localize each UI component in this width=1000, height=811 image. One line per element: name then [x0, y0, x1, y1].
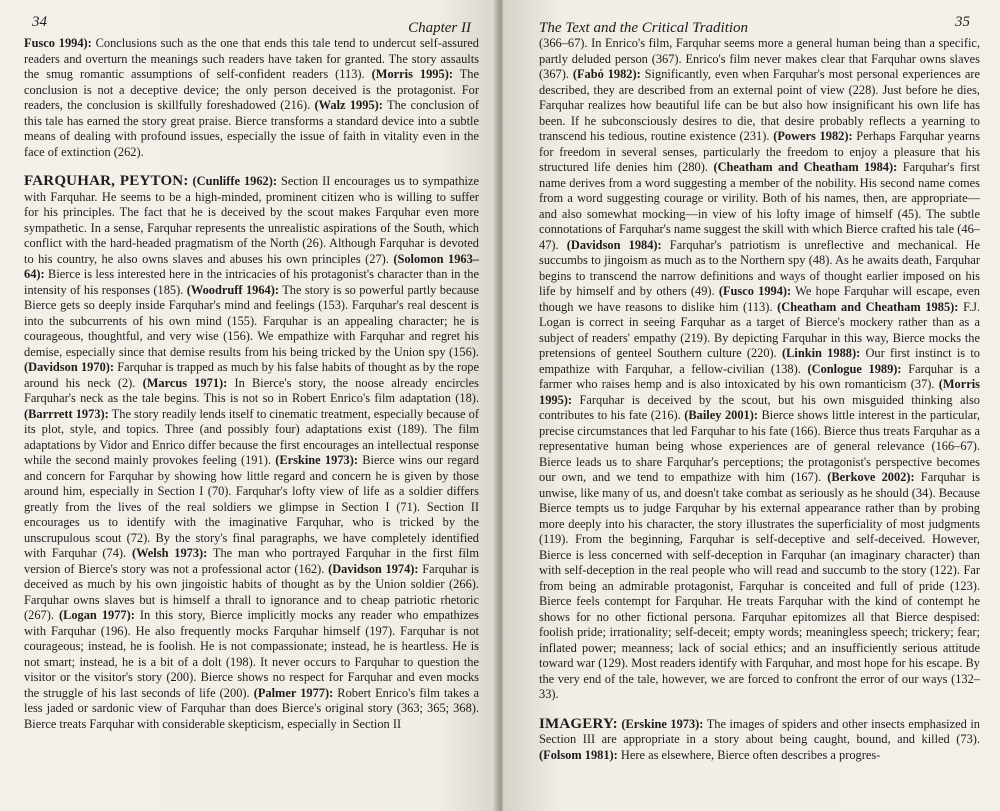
citation: (Barrrett 1973):: [24, 406, 109, 421]
body-text: (366–67). In Enrico's film, Farquhar seems more a general human being than a specific, partly deluded person (367). Enrico's film never makes clear that Farquhar owns slaves (367).: [539, 36, 980, 81]
citation: (Fusco 1994):: [718, 284, 792, 298]
body-text: Farquhar is a farmer who raises hemp and is also intoxicated by his own romanticism (37).: [539, 361, 980, 391]
right-page: [503, 0, 1000, 811]
body-text: Bierce is less interested here in the intricacies of his protagonist's character than in the intensity of his responses (185).: [24, 267, 479, 297]
body-text: Farquhar's first name derives from a word suggesting a member of the nobility. His second name comes from a word suggesting courage or virility. Both of his names, then, are appropriate—and also somewhat mocking—in view of his lofty image of himself (45). The subtle connotations of Farquhar's name suggest the skill with which Bierce crafted his tale (46–47).: [539, 160, 980, 252]
left-page: [0, 0, 497, 811]
body-text: F.J. Logan is correct in seeing Farquhar as a target of Bierce's mockery rather than as a subject of readers' empathy (219). By depicting Farquhar in this way, Bierce mocks the pretensions of genteel Southern culture (220).: [539, 299, 980, 360]
citation: (Welsh 1973):: [131, 546, 208, 560]
entry-heading: FARQUHAR, PEYTON:: [24, 173, 189, 189]
left-body: [24, 36, 479, 732]
citation: (Berkove 2002):: [827, 470, 915, 484]
body-text: Farquhar is deceived by the scout, but his own misguided thinking also contributes to his fate (216).: [539, 392, 980, 422]
body-text: In this story, Bierce implicitly mocks any reader who empathizes with Farquhar (196). He also frequently mocks Farquhar himself (197). Farquhar is not courageous; instead, he is foolish. He is not compassionate; instead, he is heartless. He is not smart; instead, he is a bit of a dolt (198). It never occurs to Farquhar to question the visitor or the visitor's story (200). Bierce shows no respect for Farquhar and even mocks the struggle of his last seconds of life (200).: [24, 608, 479, 700]
body-text: Farquhar is trapped as much by his false habits of thought as by the rope around his neck (2).: [24, 360, 479, 390]
body-text: The story is so powerful partly because Bierce gets so deeply inside Farquhar's mind and feelings (153). Farquhar's real descent is into the subcurrents of his own mind (155). Farquhar is an appealing character; he is courageous, thoughtful, and very wise (156). We empathize with Farquhar and regret his demise, especially since that demise results from his being tricked by the Union spy (156).: [24, 282, 479, 359]
citation: (Folsom 1981):: [539, 747, 618, 762]
body-text: The conclusion is not a deceptive device; the only person deceived is the protagonist. For readers, the conclusion is skillfully foreshadowed (216).: [24, 67, 479, 112]
body-text: Bierce wins our regard and concern for Farquhar by showing how little regard and concern he is given by those around him, especially in Section I (70). Farquhar's lofty view of life as a soldier differs greatly from the lives of the real soldiers we glimpse in Section I (71). Section II encourages us to identify with the imaginative Farquhar, who is tricked by the unscrupulous scout (72). By the story's final paragraphs, we have completely identified with Farquhar (74).: [24, 453, 479, 560]
citation: Fusco 1994):: [24, 36, 92, 50]
body-text: Perhaps Farquhar yearns for freedom in several senses, particularly the freedom to enjoy a pleasure that his structured life denies him (280).: [539, 129, 981, 174]
citation: (Linkin 1988):: [782, 346, 861, 360]
citation: (Cheatham and Cheatham 1984):: [713, 160, 898, 174]
body-text: Here as elsewhere, Bierce often describes a progres-: [617, 747, 881, 762]
body-text: Our first instinct is to empathize with Farquhar, a fellow-civilian (138).: [539, 346, 980, 376]
citation: (Morris 1995):: [539, 377, 980, 407]
entry-paragraph: [24, 174, 479, 732]
citation: (Powers 1982):: [773, 129, 853, 143]
body-text: We hope Farquhar will escape, even though we have reasons to dislike him (113).: [539, 284, 981, 314]
body-text: Bierce shows little interest in the particular, precise circumstances that led Farquhar to his fate (166). Bierce thus treats Farquhar as a representative human being whose experiences are of general relevance (166–67). Bierce leads us to share Farquhar's perceptions; the protagonist's perspective becomes our own, and we tend to empathize with him (167).: [539, 408, 980, 484]
body-text: Significantly, even when Farquhar's most personal experiences are described, they are described from an external point of view (228). Just before he dies, Farquhar realizes how beautiful life can be but also how insignificant his own life has been. If he subconsciously desires to die, that desire probably reflects a yearning to transcend his tedious, routine existence (231).: [539, 67, 980, 143]
citation: (Logan 1977):: [58, 608, 135, 622]
citation: (Walz 1995):: [314, 98, 383, 112]
continuation-paragraph: [24, 36, 479, 160]
citation: (Conlogue 1989):: [807, 361, 902, 376]
body-text: The story readily lends itself to cinematic treatment, especially because of its plot, style, and topics. Three (and possibly four) adaptations exist (189). The film adaptations by Vidor and Enrico differ because the first encourages an intellectual response while the second mainly provokes feeling (191).: [24, 406, 480, 467]
body-text: The man who portrayed Farquhar in the first film version of Bierce's story was not a professional actor (162).: [24, 546, 479, 576]
entry-paragraph: [539, 717, 980, 764]
right-running-head: [539, 14, 980, 36]
citation: (Woodruff 1964):: [186, 282, 279, 297]
left-page-number: 34: [32, 14, 47, 30]
body-text: The images of spiders and other insects emphasized in Section III are appropriate in a story about being caught, bound, and killed (73).: [539, 716, 980, 746]
citation: (Erskine 1973):: [617, 716, 704, 731]
right-body: [539, 36, 980, 763]
section-title: The Text and the Critical Tradition: [539, 20, 749, 36]
body-text: Conclusions such as the one that ends this tale tend to undercut self-assured readers and overturn the meanings such readers have taken for granted. The story assaults the smug romantic assumptions of self-confident readers (113).: [24, 36, 479, 81]
body-text: Farquhar's patriotism is unreflective and mechanical. He succumbs to jingoism as much as to the Northern spy (48). As he awaits death, Farquhar begins to transcend the narrow definitions and ways of thought earlier imposed on his life by himself and by others (49).: [539, 237, 980, 298]
entry-heading: IMAGERY:: [539, 715, 618, 732]
citation: (Cunliffe 1962):: [188, 174, 277, 188]
citation: (Davidson 1970):: [24, 360, 115, 374]
citation: (Morris 1995):: [371, 67, 453, 81]
left-running-head: [24, 14, 479, 36]
right-page-number: 35: [955, 14, 970, 30]
citation: (Solomon 1963–64):: [24, 251, 479, 281]
body-text: Farquhar is deceived as much by his own jingoistic habits of thought as by the Union soldier (266). Farquhar owns slaves but is himself a thrall to ignorance and to cheap patriotic rhetoric (267).: [24, 561, 479, 622]
chapter-title: Chapter II: [408, 20, 471, 36]
body-text: Farquhar is unwise, like many of us, and doesn't take combat as seriously as he should (34). Because Bierce tempts us to judge Farquhar by his external appearance rather than by probing more deeply into his character, the story illustrates the superficiality of most judgments (119). From the beginning, Farquhar is self-deceptive and self-deceived. However, Bierce is less concerned with self-deception in Farquhar (an imaginary character) than with self-deception in the real people who will read and succumb to the story (122). Far from being an admirable protagonist, Farquhar is conceited and full of pride (123). Bierce feels contempt for Farquhar. He treats Farquhar with the kind of contempt he shows for no other fictional persona. Farquhar epitomizes all that Bierce despised: foolish pride; irrationality; self-deceit; empty words; meaningless speech; trickery; fear; inflated power; meanness; lack of social ethics; and an insufficiently serious attitude toward war (129). Most readers identify with Farquhar, and most hope for his escape. By the very end of the tale, however, we are forced to confront the error of our ways (132–33).: [539, 470, 980, 701]
citation: (Davidson 1984):: [566, 237, 662, 252]
body-text: The conclusion of this tale has earned the story great praise. Bierce transforms a standard device into a subtle means of dealing with profound issues, especially the issue of faith in vitality even in the face of extinction (262).: [24, 98, 479, 159]
citation: (Bailey 2001):: [684, 408, 758, 422]
body-text: Robert Enrico's film takes a less jaded or sardonic view of Farquhar than does Bierce's original story (363; 365; 368). Bierce treats Farquhar with considerable skepticism, especially in Section II: [24, 685, 480, 731]
citation: (Cheatham and Cheatham 1985):: [777, 299, 959, 314]
body-text: Section II encourages us to sympathize with Farquhar. He seems to be a high-minded, prominent citizen who is willing to suffer for his principles. The fact that he is deceived by the scout makes Farquhar even more sympathetic. In a sense, Farquhar represents the unrealistic aspirations of the South, which conflict with the hard-headed pragmatism of the North (26). Although Farquhar is devoted to his country, he also owns slaves and abuses his own principles (27).: [24, 174, 479, 266]
citation: (Erskine 1973):: [275, 453, 358, 467]
citation: (Davidson 1974):: [328, 561, 419, 576]
citation: (Fabó 1982):: [572, 67, 641, 81]
citation: (Marcus 1971):: [142, 375, 228, 390]
body-text: In Bierce's story, the noose already encircles Farquhar's neck as the tale begins. This is not so in Robert Enrico's film adaptation (18).: [24, 375, 479, 405]
continuation-paragraph: [539, 36, 980, 703]
citation: (Palmer 1977):: [253, 685, 334, 700]
